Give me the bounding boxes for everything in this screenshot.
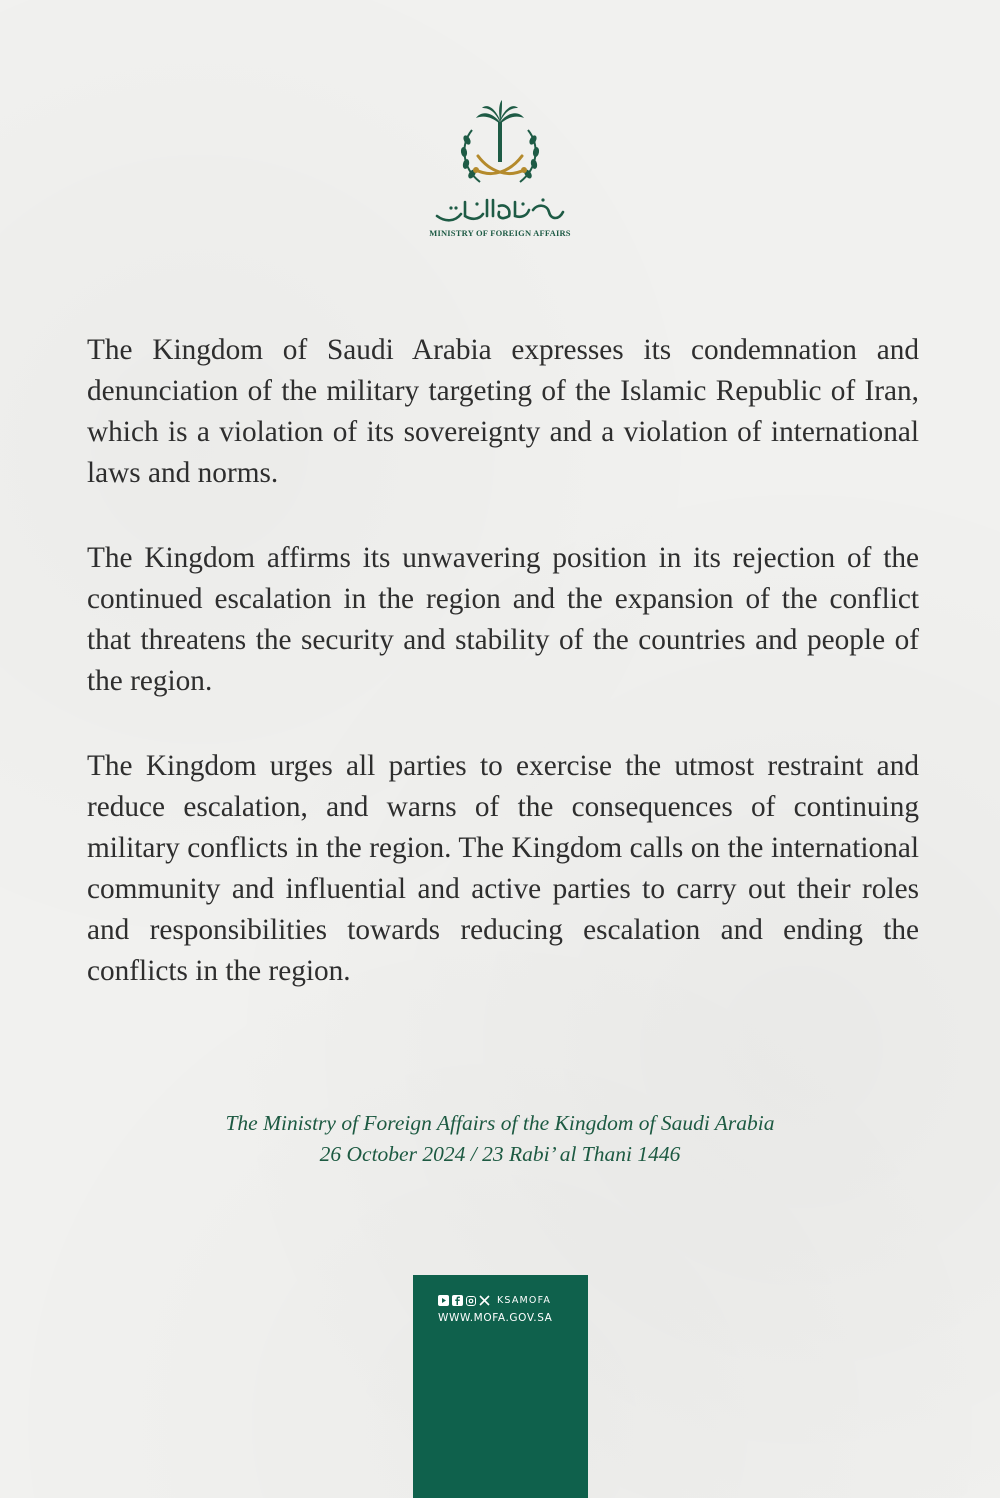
ministry-logo: [0, 100, 1000, 238]
instagram-icon[interactable]: [466, 1296, 476, 1306]
statement-paragraph-2: The Kingdom affirms its unwavering position in its rejection of the continued escalation in the region and the expansion of the conflict that threatens the security and stability of the countries and people of the region.: [87, 542, 919, 697]
social-handle[interactable]: KSAMOFA: [497, 1295, 552, 1306]
ministry-english-name: MINISTRY OF FOREIGN AFFAIRS: [429, 228, 571, 238]
social-links: [438, 1295, 551, 1306]
statement-body: [87, 330, 919, 1036]
statement-paragraph-1: The Kingdom of Saudi Arabia expresses its condemnation and denunciation of the military targeting of the Islamic Republic of Iran, which is a violation of its sovereignty and a violation of international laws and norms.: [87, 334, 919, 489]
facebook-icon[interactable]: [452, 1295, 463, 1306]
signature-block: [0, 1108, 1000, 1170]
signature-issuer: The Ministry of Foreign Affairs of the Kingdom of Saudi Arabia: [225, 1111, 775, 1135]
arabic-calligraphy-logo-icon: [425, 194, 575, 226]
saudi-emblem-icon: [450, 100, 550, 192]
statement-paragraph-3: The Kingdom urges all parties to exercise the utmost restraint and reduce escalation, and warns of the consequences of continuing military conflicts in the region. The Kingdom calls on the international community and influential and active parties to carry out their roles and responsibilities towards reducing escalation and ending the conflicts in the region.: [87, 750, 919, 987]
footer-contact-block: [413, 1275, 588, 1498]
x-icon[interactable]: [479, 1295, 490, 1306]
signature-date: 26 October 2024 / 23 Rabi’ al Thani 1446: [319, 1142, 681, 1166]
website-link[interactable]: WWW.MOFA.GOV.SA: [438, 1312, 553, 1324]
youtube-icon[interactable]: [438, 1295, 449, 1306]
